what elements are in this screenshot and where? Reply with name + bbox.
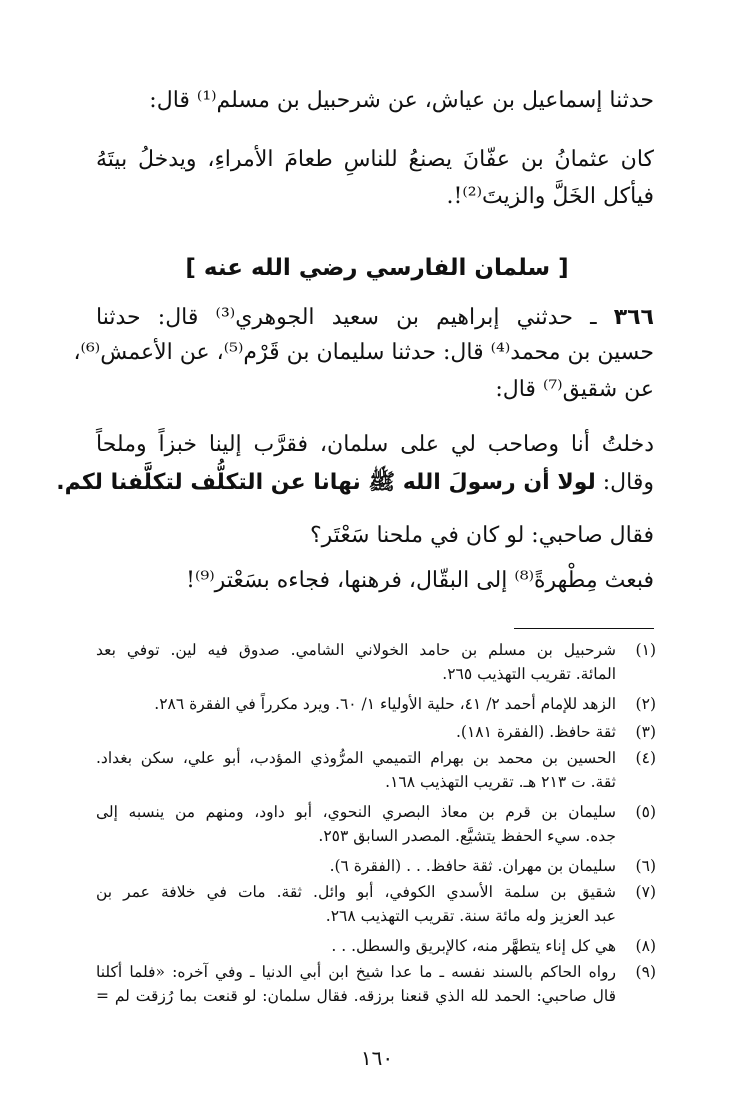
hadith-quote: لولا أن رسولَ الله ﷺ نهانا عن التكلُّف لتكلَّفنا لكم. [56, 470, 596, 495]
page-number: ١٦٠ [360, 1046, 394, 1070]
entry-line-1 [96, 303, 654, 333]
footnote [96, 720, 656, 744]
footnote-separator [514, 628, 654, 629]
entry-line-6: فقال صاحبي: لو كان في ملحنا سَعْتَر؟ [309, 523, 654, 548]
footnote [96, 638, 656, 686]
footnote-text: جده. سيء الحفظ يتشيَّع. المصدر السابق ٢٥٣. [318, 827, 616, 845]
body-line-3: فيأكل الخَلَّ والزيتَ⁽²⁾!. [446, 184, 654, 209]
section-heading: [ سلمان الفارسي رضي الله عنه ] [185, 255, 569, 281]
entry-line-7: فبعث مِطْهرةً⁽⁸⁾ إلى البقّال، فرهنها، فجاءه بسَعْتر⁽⁹⁾! [186, 568, 654, 593]
footnote [96, 880, 656, 928]
footnote-number: (٥) [635, 803, 656, 821]
footnote-text: سليمان بن مهران. ثقة حافظ. . . (الفقرة ٦). [329, 857, 616, 875]
footnote-text: الزهد للإمام أحمد ٢/ ٤١، حلية الأولياء ١/ ٦٠. ويرد مكرراً في الفقرة ٢٨٦. [154, 695, 616, 713]
footnote [96, 934, 656, 958]
footnote [96, 746, 656, 794]
body-line-1: حدثنا إسماعيل بن عياش، عن شرحبيل بن مسلم⁽¹⁾ قال: [149, 88, 654, 113]
footnote-number: (٣) [635, 723, 656, 741]
entry-number: ٣٦٦ [613, 305, 654, 330]
entry-line-3: عن شقيق⁽⁷⁾ قال: [495, 377, 654, 402]
footnote-text: هي كل إناء يتطهَّر منه، كالإبريق والسطل. . . [331, 937, 616, 955]
entry-line-2: حسين بن محمد⁽⁴⁾ قال: حدثنا سليمان بن قَرْم⁽⁵⁾، عن الأعمش⁽⁶⁾، [73, 340, 654, 365]
footnote-number: (٦) [635, 857, 656, 875]
footnote-text: ثقة حافظ. (الفقرة ١٨١). [456, 723, 616, 741]
entry-line-4: دخلتُ أنا وصاحب لي على سلمان، فقرَّب إلينا خبزاً وملحاً [96, 432, 654, 457]
footnote-text: عبد العزيز وله مائة سنة. تقريب التهذيب ٢٦٨. [325, 907, 616, 925]
footnote-number: (٧) [635, 883, 656, 901]
footnote-number: (٤) [635, 749, 656, 767]
footnote-text: المائة. تقريب التهذيب ٢٦٥. [442, 665, 616, 683]
footnote-number: (٢) [635, 695, 656, 713]
entry-line-5 [56, 468, 654, 498]
footnote-number: (٩) [635, 963, 656, 981]
footnote [96, 854, 656, 878]
footnote-text: قال صاحبي: الحمد لله الذي قنعنا برزقه. فقال سلمان: لو قنعت بما رُزقت لم = [96, 987, 616, 1005]
entry-line-1-text: ـ حدثني إبراهيم بن سعيد الجوهري⁽³⁾ قال: حدثنا [96, 305, 597, 330]
footnote-text: سليمان بن قرم بن معاذ البصري النحوي، أبو داود، ومنهم من ينسبه إلى [96, 803, 616, 821]
footnote [96, 800, 656, 848]
entry-line-5-prefix: وقال: [595, 470, 654, 495]
footnote-text: شقيق بن سلمة الأسدي الكوفي، أبو وائل. ثقة. مات في خلافة عمر بن [96, 883, 616, 901]
footnote-text: ثقة. ت ٢١٣ هـ. تقريب التهذيب ١٦٨. [385, 773, 616, 791]
footnote-text: رواه الحاكم بالسند نفسه ـ ما عدا شيخ ابن أبي الدنيا ـ وفي آخره: «فلما أكلنا [96, 963, 616, 981]
footnote [96, 692, 656, 716]
footnote-text: الحسين بن محمد بن بهرام التميمي المرُّوذي المؤدب، أبو علي، سكن بغداد. [96, 749, 616, 767]
footnote-number: (٨) [635, 937, 656, 955]
body-line-2: كان عثمانُ بن عفّانَ يصنعُ للناسِ طعامَ الأمراءِ، ويدخلُ بيتَهُ [96, 147, 654, 172]
footnote-text: شرحبيل بن مسلم بن حامد الخولاني الشامي. صدوق فيه لين. توفي بعد [96, 641, 616, 659]
footnote-number: (١) [635, 641, 656, 659]
footnote [96, 960, 656, 1008]
